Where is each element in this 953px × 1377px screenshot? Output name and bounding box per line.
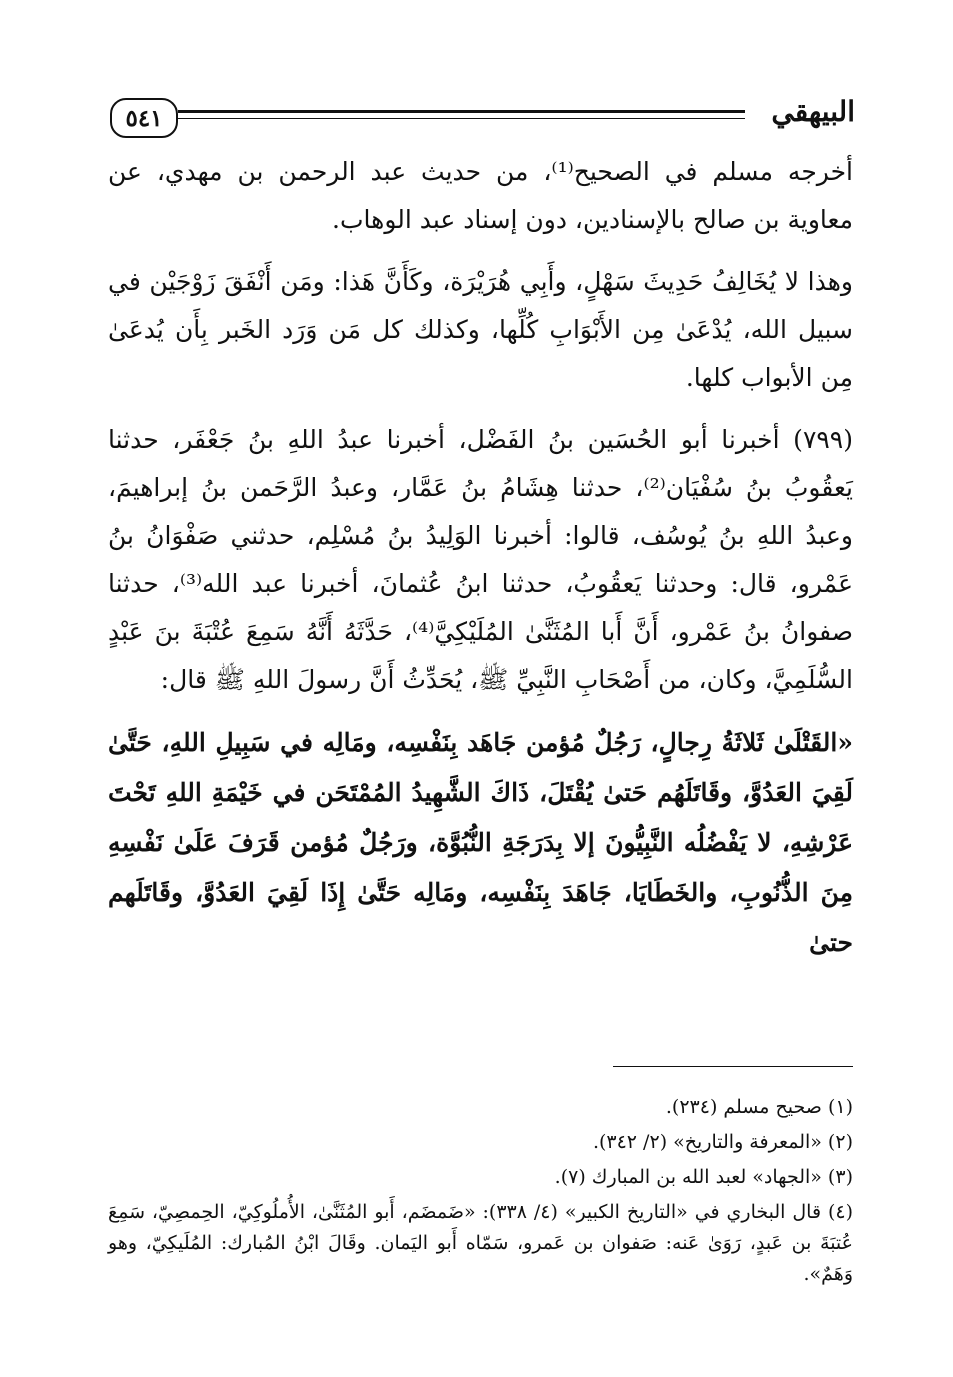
header-title: البيهقي: [771, 95, 855, 128]
footnote-1: (١) صحيح مسلم (٢٣٤).: [665, 1096, 853, 1118]
footnote-4: (٤) قال البخاري في «التاريخ الكبير» (٤/ ٣٣٨): «ضَمضَم، أَبو المُثَنَّىٰ، الأُملُوكِيّ، الحِمصِيّ، سَمِعَ عُتبَةَ بن عَبدٍ، رَوَىٰ عَنه: صَفوان بن عَمرو، سَمّاه أَبو اليَمان. وقَالَ ابْنُ المُبارك: المُلَيكِيّ، وهو وَهَمٌ».: [108, 1201, 853, 1285]
paragraph-isnad: (٧٩٩) أخبرنا أبو الحُسَين بنُ الفَضْل، أخبرنا عبدُ اللهِ بنُ جَعْفَر، حدثنا يَعقُوبُ بنُ سُفْيَان⁽²⁾، حدثنا هِشَامُ بنُ عَمَّار، وعبدُ الرَّحَمن بنُ إبراهيمَ، وعبدُ اللهِ بنُ يُوسُف، قالوا: أخبرنا الوَلِيدُ بنُ مُسْلِم، حدثني صَفْوَانُ بنُ عَمْرو، قال: وحدثنا يَعقُوبُ، حدثنا ابنُ عُثمانَ، أخبرنا عبد الله⁽³⁾، حدثنا صفوانُ بنُ عَمْرو، أَنَّ أَبا المُثَنَّىٰ المُلَيْكِيَّ⁽⁴⁾، حَدَّثَهُ أَنَّهُ سَمِعَ عُتْبَةَ بنَ عَبْدٍ السُّلَمِيَّ، وكان، من أَصْحَابِ النَّبِيِّ ﷺ، يُحَدِّثُ أَنَّ رسولَ اللهِ ﷺ قال:: [108, 425, 853, 694]
header-rule-thin: [178, 118, 745, 119]
footnote-2: (٢) «المعرفة والتاريخ» (٢/ ٣٤٢).: [592, 1131, 853, 1153]
footnote-3: (٣) «الجهاد» لعبد الله بن المبارك (٧).: [554, 1166, 853, 1188]
page-header: [110, 92, 855, 142]
paragraph-takhrij: أخرجه مسلم في الصحيح⁽¹⁾، من حديث عبد الرحمن بن مهدي، عن معاوية بن صالح بالإسنادين، دون إسناد عبد الوهاب.: [108, 157, 853, 234]
header-rule: [178, 110, 745, 113]
footnotes: [108, 1092, 853, 1294]
paragraph-commentary: وهذا لا يُخَالِفُ حَدِيثَ سَهْلٍ، وأَبِي هُرَيْرَة، وكَأَنَّ هَذا: ومَن أَنْفَقَ زَوْجَيْن في سبيل الله، يُدْعَىٰ مِن الأَبْوَابِ كُلِّها، وكذلك كل مَن وَرَد الخَبر بِأَن يُدعَىٰ مِن الأبواب كلها.: [108, 267, 853, 392]
page-number: ٥٤١: [110, 98, 178, 138]
paragraph-hadith-text: «القَتْلَىٰ ثَلاثَةُ رِجالٍ، رَجُلٌ مُؤمن جَاهَد بِنَفْسِه، ومَالِه في سَبِيلِ اللهِ، حَتَّىٰ لَقِيَ العَدُوَّ، وقَاتَلَهُم حَتىٰ يُقْتَلَ، ذَاكَ الشَّهِيدُ المُمْتَحَن في خَيْمَةِ اللهِ تَحْتَ عَرْشِهِ، لا يَفْضُلُه النَّبِيُّونَ إلا بِدَرَجَةِ النُّبُوَّة، ورَجُلٌ مُؤمن قَرَفَ عَلَىٰ نَفْسِهِ مِنَ الذُّنُوبِ، والخَطَايَا، جَاهَدَ بِنَفْسِه، ومَالِه حَتَّىٰ إِذَا لَقِيَ العَدُوَّ، وقَاتَلَهم حتىٰ: [108, 728, 853, 957]
footnote-separator: [613, 1066, 853, 1067]
main-text: [108, 148, 853, 982]
